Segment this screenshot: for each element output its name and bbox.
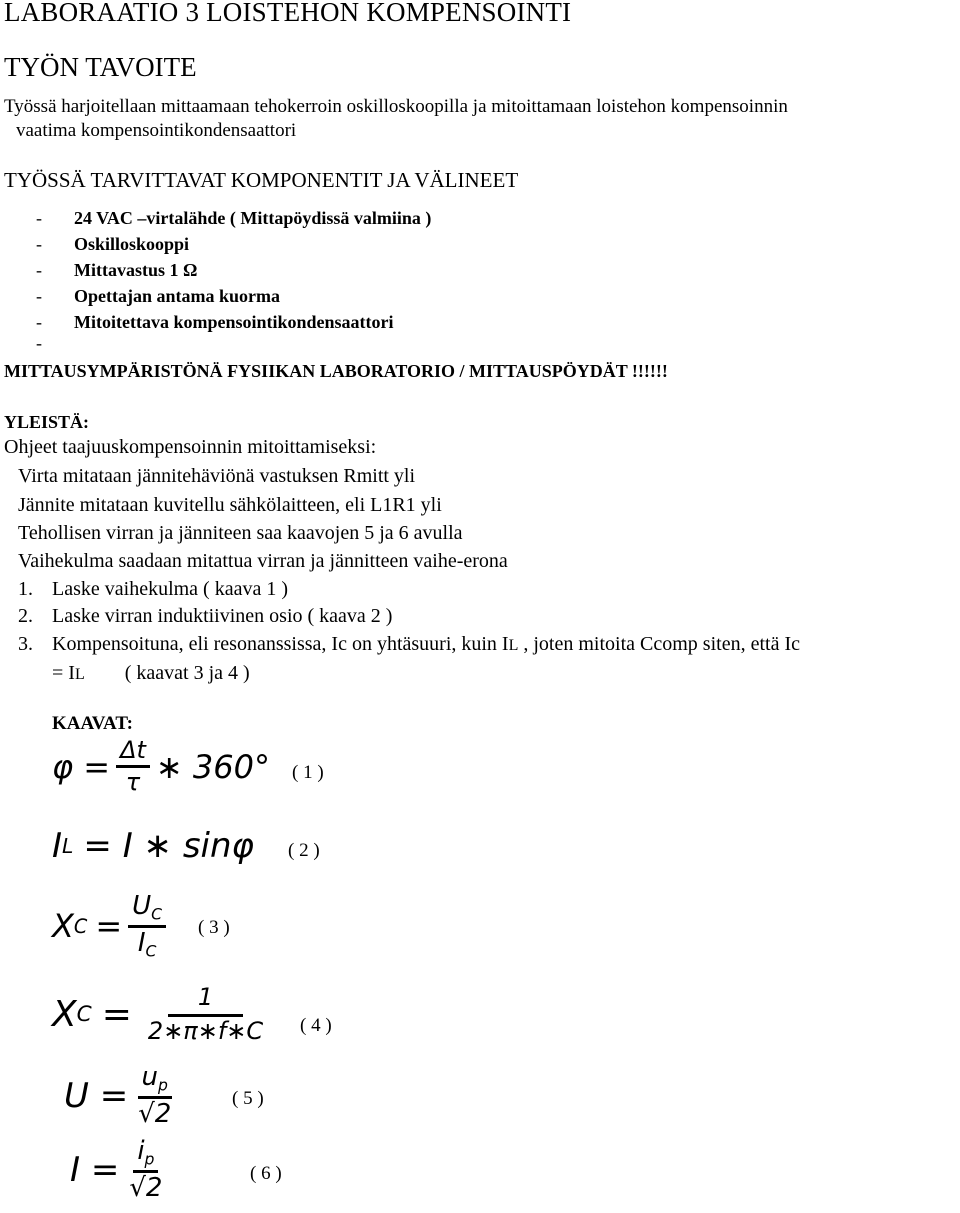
fraction — [125, 1138, 166, 1202]
step-text-continued: , joten mitoita Ccomp siten, että Ic — [518, 633, 800, 655]
formula-equals: = — [101, 994, 132, 1036]
fraction-numerator — [128, 893, 166, 928]
formula-subscript: C — [73, 914, 88, 938]
formula-rhs: = I ∗ sinφ — [83, 826, 254, 866]
step-item — [18, 578, 288, 601]
formula-number: ( 3 ) — [198, 917, 230, 938]
list-dash: - — [36, 208, 42, 228]
general-intro: Ohjeet taajuuskompensoinnin mitoittamiseksi: — [4, 436, 377, 458]
step-text: Laske vaihekulma ( kaava 1 ) — [52, 578, 289, 600]
numerator-subscript: C — [151, 905, 163, 924]
formula-6 — [70, 1138, 172, 1202]
list-item — [36, 333, 74, 354]
formula-lhs: I — [52, 826, 63, 866]
fraction-denominator: 2∗π∗f∗C — [147, 1017, 264, 1046]
step-text: ( kaavat 3 ja 4 ) — [124, 662, 250, 684]
denominator-symbol: I — [137, 927, 146, 958]
formula-number: ( 4 ) — [300, 1015, 332, 1036]
step-text: Laske virran induktiivinen osio ( kaava 2 ) — [52, 605, 393, 627]
step-number: 2. — [18, 605, 33, 627]
fraction — [144, 985, 267, 1044]
formula-lhs: X — [52, 907, 74, 946]
formula-lhs: φ = — [52, 747, 111, 786]
numerator-subscript: p — [158, 1076, 168, 1095]
list-item-text: Mitoitettava kompensointikondensaattori — [74, 312, 394, 332]
formula-3 — [52, 893, 172, 960]
formula-2 — [52, 826, 254, 866]
instruction-line: Vaihekulma saadaan mitattua virran ja jännitteen vaihe-erona — [18, 550, 508, 572]
numerator-symbol: i — [137, 1136, 145, 1166]
list-dash: - — [36, 260, 42, 280]
step-text: Kompensoituna, eli resonanssissa, Ic on yhtäsuuri, kuin I — [52, 633, 509, 655]
numerator-symbol: u — [141, 1062, 159, 1092]
fraction — [128, 893, 166, 960]
step-item — [18, 633, 800, 656]
numerator-subscript: p — [144, 1150, 155, 1169]
formula-lhs: I = — [70, 1150, 120, 1191]
subscript: L — [74, 666, 85, 683]
formula-5 — [64, 1064, 181, 1128]
list-dash: - — [36, 312, 42, 332]
fraction-denominator: √2 — [138, 1098, 172, 1129]
formula-rhs: ∗ 360° — [155, 747, 270, 786]
formulas-heading: KAAVAT: — [52, 713, 133, 734]
denominator-subscript: C — [145, 942, 157, 961]
list-item — [36, 260, 197, 281]
fraction-numerator: 1 — [168, 985, 243, 1017]
goal-text-line-1: Työssä harjoitellaan mittaamaan tehokerroin oskilloskoopilla ja mitoittamaan loistehon kompensoinnin — [4, 96, 788, 117]
subscript: L — [508, 637, 519, 654]
list-item — [36, 234, 189, 255]
formula-number: ( 2 ) — [288, 840, 320, 861]
instruction-line: Tehollisen virran ja jänniteen saa kaavojen 5 ja 6 avulla — [18, 522, 463, 544]
formula-lhs: X — [52, 994, 77, 1036]
formula-number: ( 5 ) — [232, 1088, 264, 1109]
environment-note: MITTAUSYMPÄRISTÖNÄ FYSIIKAN LABORATORIO / MITTAUSPÖYDÄT !!!!!! — [4, 361, 668, 381]
list-dash: - — [36, 286, 42, 306]
list-item-text: Opettajan antama kuorma — [74, 286, 280, 306]
list-dash: - — [36, 333, 42, 353]
fraction-denominator: √2 — [129, 1172, 163, 1203]
fraction-denominator — [134, 928, 161, 960]
list-item-text: 24 VAC –virtalähde ( Mittapöydissä valmiina ) — [74, 208, 432, 228]
list-item-text: Oskilloskooppi — [74, 234, 190, 254]
step-item — [18, 605, 392, 628]
list-item — [36, 286, 280, 307]
fraction-numerator — [138, 1064, 172, 1099]
goal-heading: TYÖN TAVOITE — [4, 52, 197, 82]
step-continuation — [52, 662, 250, 685]
components-heading: TYÖSSÄ TARVITTAVAT KOMPONENTIT JA VÄLINEET — [4, 168, 519, 192]
instruction-line: Jännite mitataan kuvitellu sähkölaitteen, eli L1R1 yli — [18, 494, 442, 516]
goal-text-line-2: vaatima kompensointikondensaattori — [16, 120, 297, 141]
formula-subscript: L — [62, 834, 74, 858]
general-heading: YLEISTÄ: — [4, 412, 90, 432]
formula-equals: = — [95, 907, 123, 946]
formula-4 — [52, 985, 273, 1044]
formula-number: ( 6 ) — [250, 1163, 282, 1184]
formula-1 — [52, 738, 270, 795]
fraction-numerator: Δt — [116, 738, 150, 768]
step-text: = I — [52, 662, 75, 684]
fraction-numerator — [133, 1138, 158, 1173]
formula-lhs: U = — [64, 1076, 129, 1117]
document-title: LABORAATIO 3 LOISTEHON KOMPENSOINTI — [4, 0, 572, 27]
formula-subscript: C — [76, 1002, 92, 1028]
fraction — [116, 738, 150, 795]
list-item — [36, 208, 431, 229]
list-item — [36, 312, 394, 333]
step-number: 3. — [18, 633, 33, 655]
list-item-text: Mittavastus 1 Ω — [74, 260, 198, 280]
instruction-line: Virta mitataan jännitehäviönä vastuksen Rmitt yli — [18, 465, 416, 487]
numerator-symbol: U — [132, 891, 152, 921]
fraction-denominator: τ — [125, 768, 141, 797]
list-dash: - — [36, 234, 42, 254]
step-number: 1. — [18, 578, 33, 600]
fraction — [134, 1064, 175, 1128]
formula-number: ( 1 ) — [292, 762, 324, 783]
